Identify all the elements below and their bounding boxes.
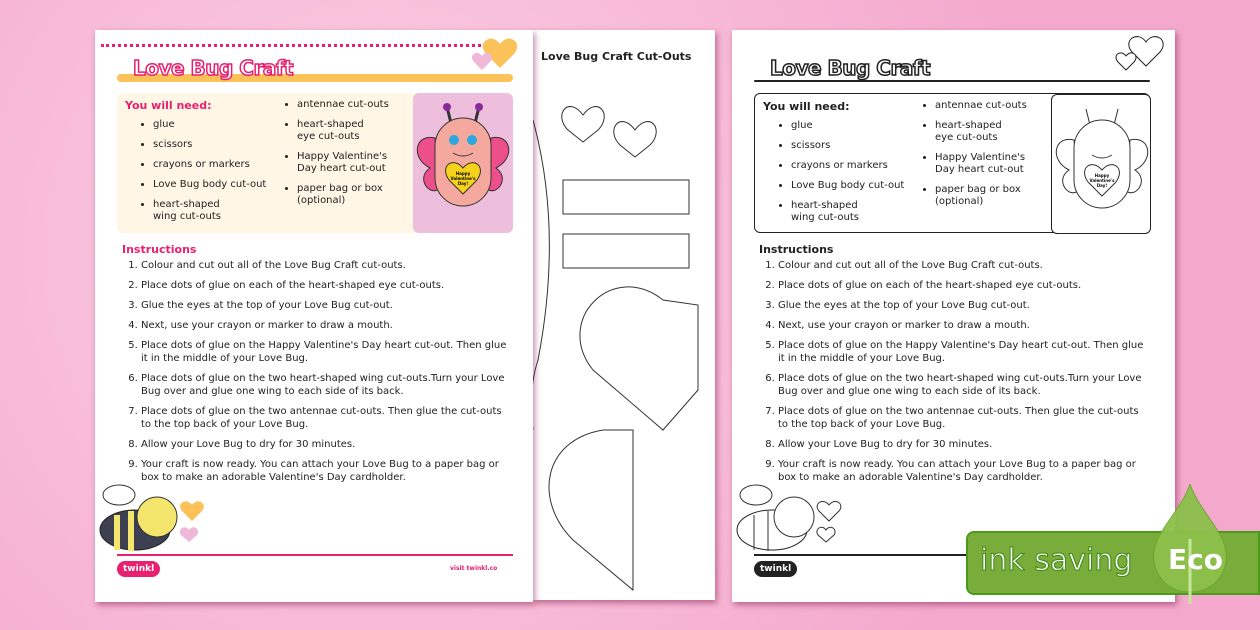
list-item: • antennae cut-outs: [935, 100, 1047, 112]
bee-image: [97, 475, 217, 555]
ink-saving-label: ink saving: [980, 543, 1133, 578]
cutouts-title: Love Bug Craft Cut-Outs: [541, 50, 692, 63]
twinkl-logo: twinkl: [754, 561, 797, 577]
step: 3. Glue the eyes at the top of your Love Bug cut-out.: [778, 299, 1144, 312]
list-item: • Love Bug body cut-out: [791, 180, 911, 192]
list-item: • scissors: [153, 139, 273, 151]
list-item: • glue: [791, 120, 911, 132]
step: 8. Allow your Love Bug to dry for 30 minutes.: [778, 438, 1144, 451]
footer-line: [117, 554, 513, 556]
list-item: • heart-shaped eye cut-outs: [935, 120, 1010, 144]
cutout-shapes: [533, 30, 715, 600]
list-item: • Love Bug body cut-out: [153, 179, 273, 191]
list-item: • heart-shaped wing cut-outs: [791, 200, 871, 224]
wing-heart-2: [549, 430, 633, 590]
hearts-icon: [470, 34, 530, 74]
eye-heart-2: [614, 122, 656, 157]
step: 6. Place dots of glue on the two heart-shaped wing cut-outs.Turn your Love Bug over and glue one wing to each side of its back.: [141, 372, 507, 398]
twinkl-logo: twinkl: [117, 561, 160, 577]
instructions-heading: Instructions: [122, 243, 197, 256]
heart-text: Happy Valentine's Day!: [1089, 173, 1115, 188]
antenna-1: [563, 180, 689, 214]
love-bug-outline: [1051, 94, 1151, 234]
list-item: • crayons or markers: [153, 159, 273, 171]
needs-heading: You will need:: [763, 100, 850, 113]
step: 7. Place dots of glue on the two antennae cut-outs. Then glue the cut-outs to the top back of your Love Bug.: [778, 405, 1144, 431]
step: 4. Next, use your crayon or marker to draw a mouth.: [778, 319, 1144, 332]
list-item: • antennae cut-outs: [297, 99, 409, 111]
worksheet-ink-saving: [732, 30, 1175, 602]
title-line: [754, 80, 1150, 82]
step: 6. Place dots of glue on the two heart-shaped wing cut-outs.Turn your Love Bug over and glue one wing to each side of its back.: [778, 372, 1144, 398]
list-item: • heart-shaped eye cut-outs: [297, 119, 372, 143]
step: 9. Your craft is now ready. You can attach your Love Bug to a paper bag or box to make an adorable Valentine's Day cardholder.: [778, 458, 1144, 484]
step: 8. Allow your Love Bug to dry for 30 minutes.: [141, 438, 507, 451]
step: 9. Your craft is now ready. You can attach your Love Bug to a paper bag or box to make an adorable Valentine's Day cardholder.: [141, 458, 507, 484]
list-item: • scissors: [791, 140, 911, 152]
list-item: • heart-shaped wing cut-outs: [153, 199, 233, 223]
materials-box: [754, 93, 1150, 233]
list-item: • Happy Valentine's Day heart cut-out: [297, 151, 409, 175]
dotted-border: [101, 44, 486, 47]
hearts-outline-icon: [1112, 32, 1172, 72]
steps-list: [127, 259, 507, 491]
step: 5. Place dots of glue on the Happy Valentine's Day heart cut-out. Then glue it in the middle of your Love Bug.: [141, 339, 507, 365]
step: 5. Place dots of glue on the Happy Valentine's Day heart cut-out. Then glue it in the middle of your Love Bug.: [778, 339, 1144, 365]
step: 7. Place dots of glue on the two antennae cut-outs. Then glue the cut-outs to the top back of your Love Bug.: [141, 405, 507, 431]
step: 2. Place dots of glue on each of the heart-shaped eye cut-outs.: [778, 279, 1144, 292]
list-item: • paper bag or box (optional): [935, 184, 1025, 208]
step: 3. Glue the eyes at the top of your Love Bug cut-out.: [141, 299, 507, 312]
list-item: • Happy Valentine's Day heart cut-out: [935, 152, 1047, 176]
list-item: • glue: [153, 119, 273, 131]
needs-heading: You will need:: [125, 99, 212, 112]
worksheet-colour: [95, 30, 533, 602]
instructions-heading: Instructions: [759, 243, 834, 256]
step: 1. Colour and cut out all of the Love Bug Craft cut-outs.: [141, 259, 507, 272]
list-item: • paper bag or box (optional): [297, 183, 387, 207]
step: 2. Place dots of glue on each of the heart-shaped eye cut-outs.: [141, 279, 507, 292]
list-item: • crayons or markers: [791, 160, 911, 172]
heart-text: Happy Valentine's Day!: [450, 171, 476, 186]
antenna-2: [563, 234, 689, 268]
love-bug-image: [413, 93, 513, 233]
page-title: Love Bug Craft: [770, 56, 931, 80]
bee-outline-image: [734, 475, 854, 555]
step: 1. Colour and cut out all of the Love Bug Craft cut-outs.: [778, 259, 1144, 272]
materials-box: [117, 93, 513, 233]
eye-heart-1: [562, 107, 604, 142]
eco-label: Eco: [1168, 543, 1223, 576]
page-title: Love Bug Craft: [133, 56, 294, 80]
wing-heart: [580, 287, 698, 430]
cutouts-page: [533, 30, 715, 600]
steps-list: [764, 259, 1144, 491]
step: 4. Next, use your crayon or marker to draw a mouth.: [141, 319, 507, 332]
visit-link[interactable]: visit twinkl.co: [450, 565, 498, 572]
